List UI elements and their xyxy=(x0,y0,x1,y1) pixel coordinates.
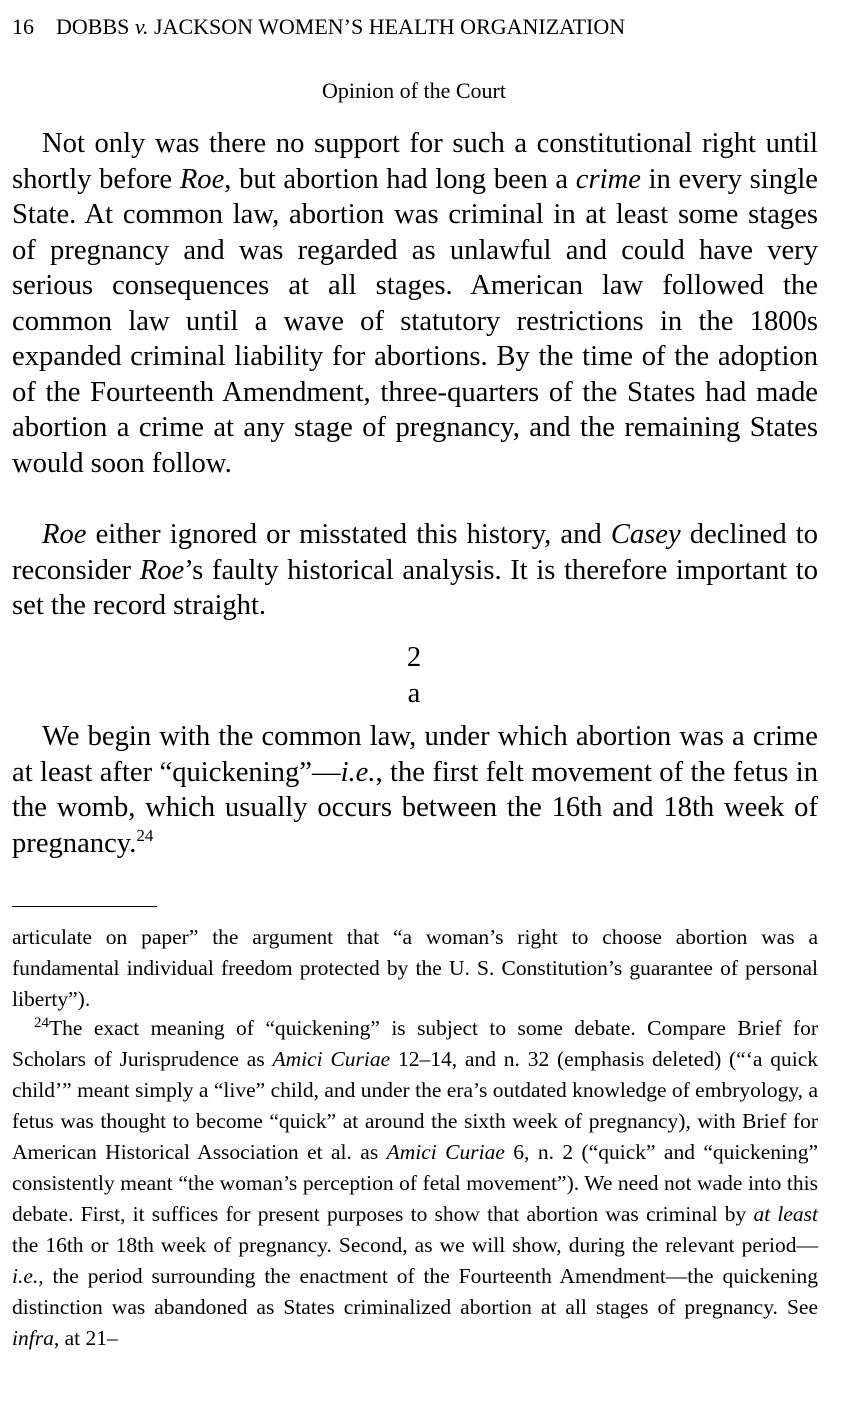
footnote-24-number: 24 xyxy=(34,1015,49,1031)
fn24-text-2: 12–14, and n. 32 (emphasis deleted) (“‘a quick child’” meant simply a “live” child, and under the era’s outdated knowledge of embryology, a fetus was thought to become “quick” at around the sixth week of pregnancy), with Brief for American Historical Association et al. as xyxy=(12,1047,819,1164)
fn24-amici-2: Amici Curiae xyxy=(386,1140,505,1164)
p2-text-3: ’s faulty historical analysis. It is therefore important to set the record straight. xyxy=(12,554,818,621)
fn24-emphasis-infra: infra xyxy=(12,1326,54,1350)
p2-text-2: declined to reconsider xyxy=(12,519,818,586)
footnote-divider xyxy=(12,906,157,907)
p1-emphasis-crime: crime xyxy=(575,163,641,195)
fn24-text-4: the 16th or 18th week of pregnancy. Second, as we will show, during the relevant period— xyxy=(12,1233,818,1257)
fn24-amici-1: Amici Curiae xyxy=(272,1047,391,1071)
case-title-part1: DOBBS xyxy=(56,14,135,39)
case-title-part2: JACKSON WOMEN’S HEALTH ORGANIZATION xyxy=(148,14,626,39)
paragraph-2 xyxy=(12,517,818,624)
p3-emphasis-ie: i.e. xyxy=(340,756,376,788)
running-head xyxy=(12,12,812,42)
p1-text-1: Not only was there no support for such a constitutional right until shortly before xyxy=(12,128,818,195)
fn24-emphasis-ie: i.e., xyxy=(12,1264,44,1288)
fn24-text-1: The exact meaning of “quickening” is subject to some debate. Compare Brief for Scholars of Jurisprudence as xyxy=(12,1016,818,1071)
p2-case-casey: Casey xyxy=(610,519,681,550)
fn24-text-3: 6, n. 2 (“quick” and “quickening” consistently meant “the woman’s perception of fetal movement”). We need not wade into this debate. First, it suffices for present purposes to show that abortion was criminal by xyxy=(12,1140,819,1226)
p2-case-roe-2: Roe xyxy=(139,554,185,586)
case-title xyxy=(56,14,625,39)
section-heading-number: 2 xyxy=(406,642,422,673)
fn24-text-5: the period surrounding the enactment of the Fourteenth Amendment—the quickening distinction was abandoned as States criminalized abortion at all stages of pregnancy. See xyxy=(12,1264,818,1319)
p1-text-3: in every single State. At common law, abortion was criminal in at least some stages of pregnancy and was regarded as unlawful and could have very serious consequences at all stages. American law followed the common law until a wave of statutory restrictions in the 1800s expanded criminal liability for abortions. By the time of the adoption of the Fourteenth Amendment, three-quarters of the States had made abortion a crime at any stage of pregnancy, and the remaining States would soon follow. xyxy=(12,163,818,479)
p1-text-2: , but abortion had long been a xyxy=(224,163,576,195)
fn24-text-6: , at 21– xyxy=(53,1326,118,1350)
section-heading-letter: a xyxy=(407,678,421,709)
case-title-versus: v. xyxy=(134,14,149,39)
footnote-reference-24: 24 xyxy=(136,825,154,845)
p2-case-roe: Roe xyxy=(42,519,87,550)
p2-text-1: either ignored or misstated this history, and xyxy=(86,519,611,550)
footnote-24 xyxy=(12,1013,818,1354)
p3-text-1: We begin with the common law, under which abortion was a crime at least after “quickening”— xyxy=(12,721,818,788)
footnote-continuation: articulate on paper” the argument that “a woman’s right to choose abortion was a fundamental individual freedom protected by the U. S. Constitution’s guarantee of personal liberty”). xyxy=(12,925,818,1011)
page-number: 16 xyxy=(12,14,34,39)
paragraph-3 xyxy=(12,719,818,861)
p1-case-roe: Roe xyxy=(179,163,225,195)
paragraph-1 xyxy=(12,126,818,481)
fn24-emphasis-at-least: at least xyxy=(753,1202,818,1226)
section-label: Opinion of the Court xyxy=(322,78,506,103)
p3-text-2: , the first felt movement of the fetus in the womb, which usually occurs between the 16th and 18th week of pregnancy. xyxy=(12,756,818,859)
